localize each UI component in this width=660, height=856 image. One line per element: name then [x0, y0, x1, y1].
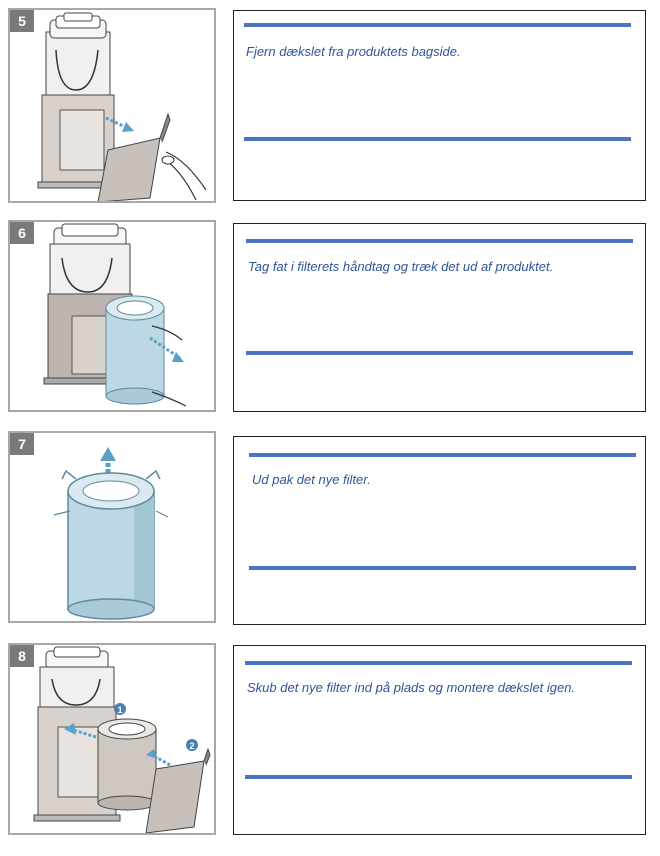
step-instruction: Tag fat i filterets håndtag og træk det ud af produktet.: [248, 259, 554, 274]
top-rule: [246, 239, 633, 243]
step-7-text-box: [233, 436, 646, 625]
bottom-rule: [246, 351, 633, 355]
callout-one-label: 1: [117, 705, 123, 715]
bottom-rule: [245, 775, 632, 779]
step-instruction: Ud pak det nye filter.: [252, 472, 371, 487]
step-number-badge: 6: [10, 222, 34, 244]
step-8-illustration: [8, 643, 216, 835]
unpack-filter-illustration: [10, 433, 216, 623]
top-rule: [245, 661, 632, 665]
step-number-badge: 7: [10, 433, 34, 455]
step-6-illustration: [8, 220, 216, 412]
step-instruction: Fjern dækslet fra produktets bagside.: [246, 44, 461, 59]
step-6-text-box: [233, 223, 646, 412]
step-5-illustration: [8, 8, 216, 203]
step-8-text-box: [233, 645, 646, 835]
step-7-illustration: [8, 431, 216, 623]
step-number-badge: 8: [10, 645, 34, 667]
bottom-rule: [244, 137, 631, 141]
step-5-text-box: [233, 10, 646, 201]
insert-filter-illustration: [10, 645, 216, 835]
callout-two-label: 2: [189, 741, 195, 751]
top-rule: [244, 23, 631, 27]
bottom-rule: [249, 566, 636, 570]
remove-cover-illustration: [10, 10, 216, 203]
pull-filter-illustration: [10, 222, 216, 412]
step-instruction: Skub det nye filter ind på plads og montere dækslet igen.: [247, 680, 576, 695]
step-number-badge: 5: [10, 10, 34, 32]
top-rule: [249, 453, 636, 457]
